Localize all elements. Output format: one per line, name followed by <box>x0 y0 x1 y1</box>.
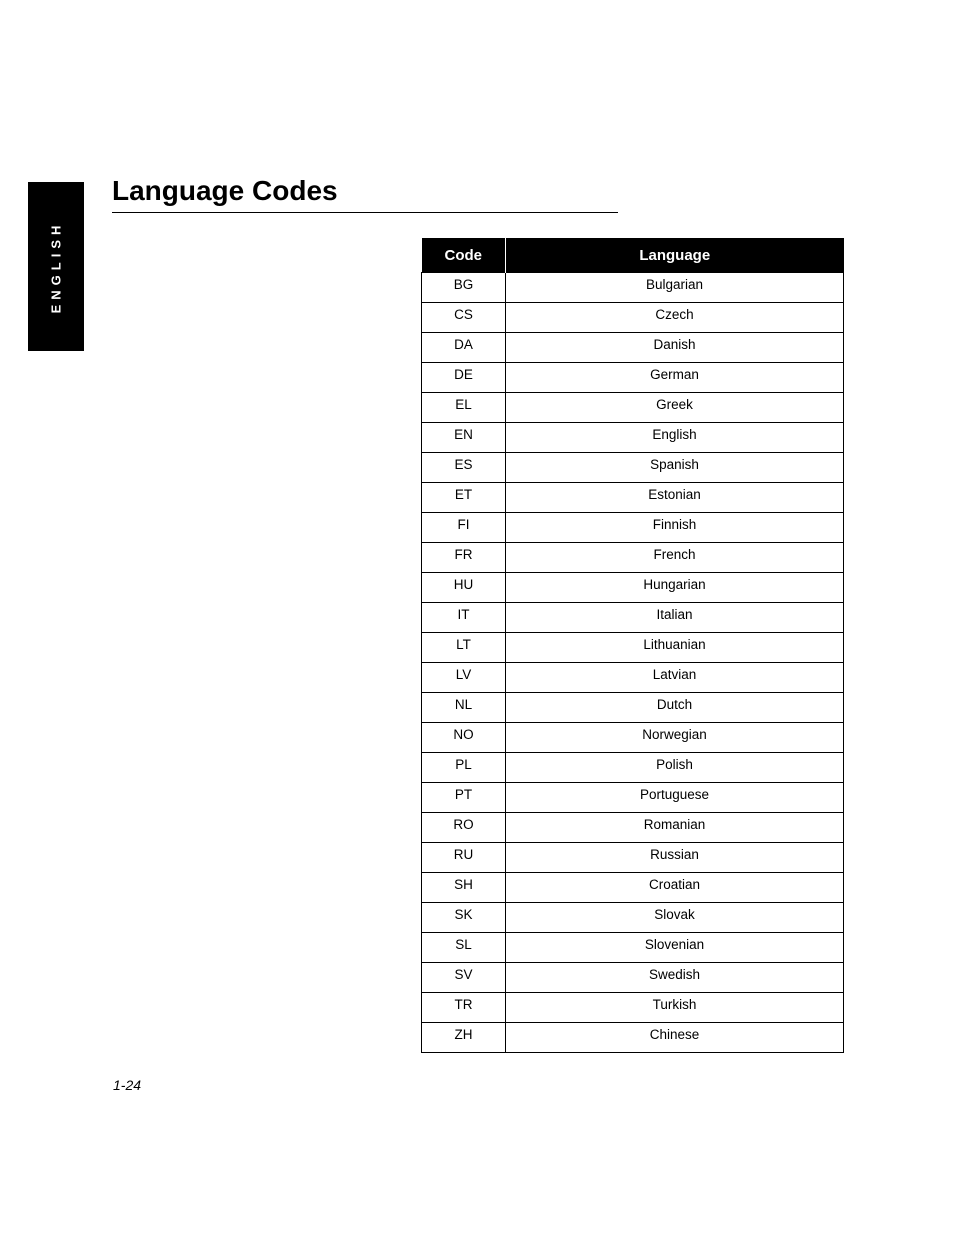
table-row <box>422 573 844 603</box>
language-code-cell: IT <box>422 603 506 633</box>
language-code-cell: NL <box>422 693 506 723</box>
language-name-cell: Russian <box>506 843 844 873</box>
language-code-cell: FR <box>422 543 506 573</box>
language-code-cell: NO <box>422 723 506 753</box>
language-code-cell: LT <box>422 633 506 663</box>
language-name-cell: German <box>506 363 844 393</box>
language-code-cell: EN <box>422 423 506 453</box>
table-row <box>422 543 844 573</box>
language-name-cell: Hungarian <box>506 573 844 603</box>
table-row <box>422 843 844 873</box>
language-code-cell: RU <box>422 843 506 873</box>
language-name-cell: Czech <box>506 303 844 333</box>
language-name-cell: Bulgarian <box>506 273 844 303</box>
table-row <box>422 513 844 543</box>
title-underline <box>112 212 618 213</box>
language-code-cell: FI <box>422 513 506 543</box>
language-name-cell: French <box>506 543 844 573</box>
language-code-cell: HU <box>422 573 506 603</box>
language-name-cell: Slovenian <box>506 933 844 963</box>
table-row <box>422 453 844 483</box>
language-name-cell: Romanian <box>506 813 844 843</box>
language-name-cell: Swedish <box>506 963 844 993</box>
table-row <box>422 933 844 963</box>
table-row <box>422 723 844 753</box>
column-header-language: Language <box>506 238 844 273</box>
table-row <box>422 363 844 393</box>
table-row <box>422 483 844 513</box>
language-name-cell: Latvian <box>506 663 844 693</box>
table-body <box>422 273 844 1053</box>
language-code-cell: PL <box>422 753 506 783</box>
table-row <box>422 963 844 993</box>
language-code-cell: SH <box>422 873 506 903</box>
table-row <box>422 903 844 933</box>
language-code-cell: DE <box>422 363 506 393</box>
language-name-cell: Lithuanian <box>506 633 844 663</box>
language-code-cell: ZH <box>422 1023 506 1053</box>
page-title: Language Codes <box>112 175 338 206</box>
table-row <box>422 303 844 333</box>
table-row <box>422 783 844 813</box>
table-row <box>422 873 844 903</box>
language-name-cell: Portuguese <box>506 783 844 813</box>
table-row <box>422 633 844 663</box>
language-name-cell: Italian <box>506 603 844 633</box>
language-name-cell: Chinese <box>506 1023 844 1053</box>
language-name-cell: Danish <box>506 333 844 363</box>
language-name-cell: Norwegian <box>506 723 844 753</box>
table-row <box>422 753 844 783</box>
language-code-cell: BG <box>422 273 506 303</box>
language-code-cell: SK <box>422 903 506 933</box>
language-code-cell: DA <box>422 333 506 363</box>
page-number: 1-24 <box>113 1077 142 1093</box>
table-row <box>422 333 844 363</box>
table-row <box>422 273 844 303</box>
language-name-cell: Croatian <box>506 873 844 903</box>
language-name-cell: Spanish <box>506 453 844 483</box>
language-name-cell: Polish <box>506 753 844 783</box>
section-tab-label: ENGLISH <box>48 220 64 313</box>
table-row <box>422 393 844 423</box>
table-header <box>422 238 844 273</box>
language-code-cell: ET <box>422 483 506 513</box>
language-name-cell: Estonian <box>506 483 844 513</box>
language-code-cell: PT <box>422 783 506 813</box>
language-name-cell: Finnish <box>506 513 844 543</box>
table-row <box>422 663 844 693</box>
language-codes-table <box>421 238 844 1053</box>
language-code-cell: SV <box>422 963 506 993</box>
table-row <box>422 993 844 1023</box>
language-code-cell: RO <box>422 813 506 843</box>
language-code-cell: LV <box>422 663 506 693</box>
table-row <box>422 1023 844 1053</box>
column-header-code: Code <box>422 238 506 273</box>
table-row <box>422 813 844 843</box>
table-row <box>422 603 844 633</box>
language-code-cell: CS <box>422 303 506 333</box>
language-code-cell: EL <box>422 393 506 423</box>
language-name-cell: Greek <box>506 393 844 423</box>
language-name-cell: Turkish <box>506 993 844 1023</box>
language-code-cell: TR <box>422 993 506 1023</box>
language-code-cell: ES <box>422 453 506 483</box>
table-row <box>422 423 844 453</box>
language-name-cell: Slovak <box>506 903 844 933</box>
language-section-tab <box>28 182 84 351</box>
language-code-cell: SL <box>422 933 506 963</box>
table-header-row <box>422 238 844 273</box>
language-name-cell: English <box>506 423 844 453</box>
language-name-cell: Dutch <box>506 693 844 723</box>
table-row <box>422 693 844 723</box>
